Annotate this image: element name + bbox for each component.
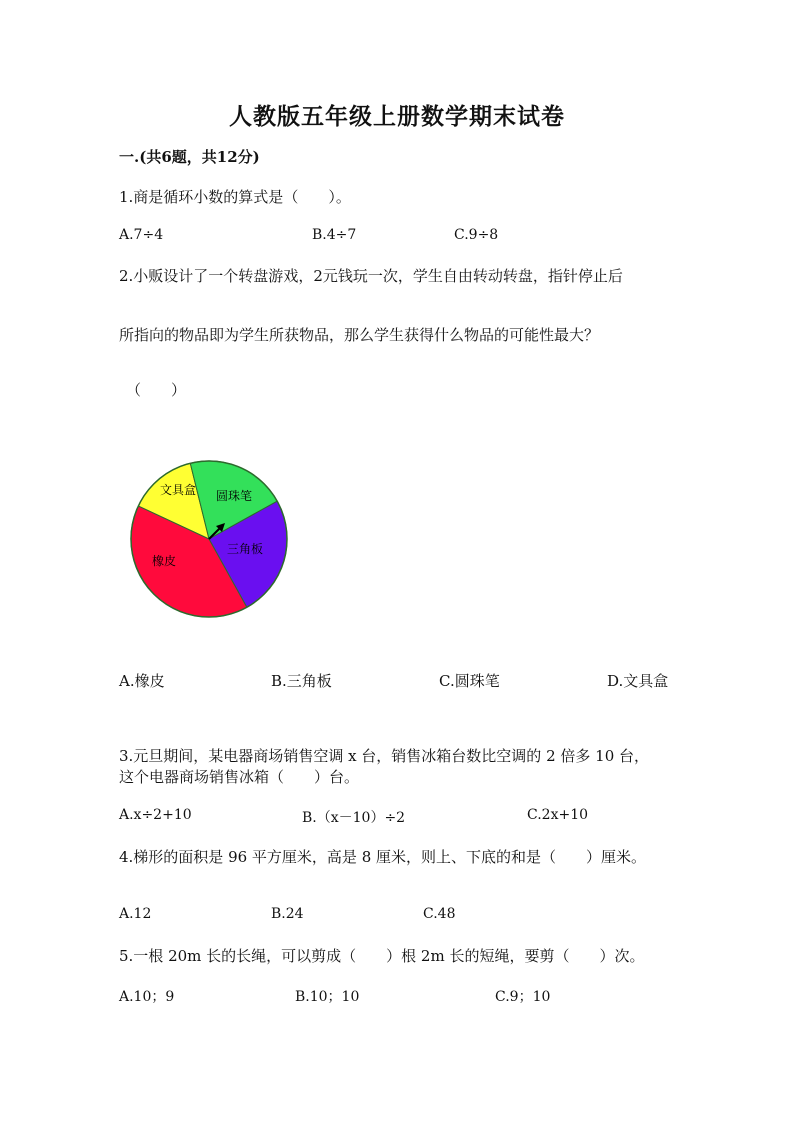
spinner-label-pencil-case: 文具盒 (159, 483, 197, 497)
q1-option-b[interactable]: B.4÷7 (312, 227, 357, 243)
section-heading: 一.(共6题，共12分) (119, 148, 260, 166)
question-3-line-2: 这个电器商场销售冰箱（ ）台。 (119, 768, 360, 786)
question-2-line-1: 2.小贩设计了一个转盘游戏，2元钱玩一次，学生自由转动转盘，指针停止后 (119, 267, 623, 285)
q4-option-b[interactable]: B.24 (271, 906, 304, 922)
q2-option-c[interactable]: C.圆珠笔 (439, 672, 500, 690)
q1-option-c[interactable]: C.9÷8 (454, 227, 499, 243)
spinner-label-eraser: 橡皮 (151, 554, 177, 568)
q5-option-b[interactable]: B.10；10 (295, 989, 360, 1005)
spinner-pie-svg (128, 458, 290, 620)
q4-option-c[interactable]: C.48 (423, 906, 456, 922)
question-4-text: 4.梯形的面积是 96 平方厘米，高是 8 厘米，则上、下底的和是（ ）厘米。 (119, 848, 647, 866)
question-1-text: 1.商是循环小数的算式是（ ）。 (119, 188, 351, 206)
spinner-pie-figure (128, 458, 290, 620)
q4-option-a[interactable]: A.12 (119, 906, 152, 922)
q2-option-d[interactable]: D.文具盒 (607, 672, 669, 690)
q5-option-a[interactable]: A.10；9 (119, 989, 175, 1005)
spinner-label-triangle-ruler: 三角板 (226, 542, 264, 556)
page-title: 人教版五年级上册数学期末试卷 (229, 103, 565, 130)
q3-option-a[interactable]: A.x÷2+10 (119, 807, 192, 823)
spinner-label-ballpoint-pen: 圆珠笔 (215, 489, 253, 503)
q3-option-b[interactable]: B.（x－10）÷2 (302, 810, 406, 826)
q5-option-c[interactable]: C.9；10 (495, 989, 551, 1005)
q3-option-c[interactable]: C.2x+10 (527, 807, 589, 823)
question-5-text: 5.一根 20m 长的长绳，可以剪成（ ）根 2m 长的短绳，要剪（ ）次。 (119, 947, 645, 965)
question-2-blank: （ ） (126, 381, 187, 399)
q2-option-b[interactable]: B.三角板 (271, 672, 332, 690)
question-3-line-1: 3.元旦期间，某电器商场销售空调 x 台，销售冰箱台数比空调的 2 倍多 10 台， (119, 747, 650, 765)
q1-option-a[interactable]: A.7÷4 (119, 227, 164, 243)
q2-option-a[interactable]: A.橡皮 (119, 672, 165, 690)
question-2-line-2: 所指向的物品即为学生所获物品，那么学生获得什么物品的可能性最大？ (119, 326, 600, 344)
